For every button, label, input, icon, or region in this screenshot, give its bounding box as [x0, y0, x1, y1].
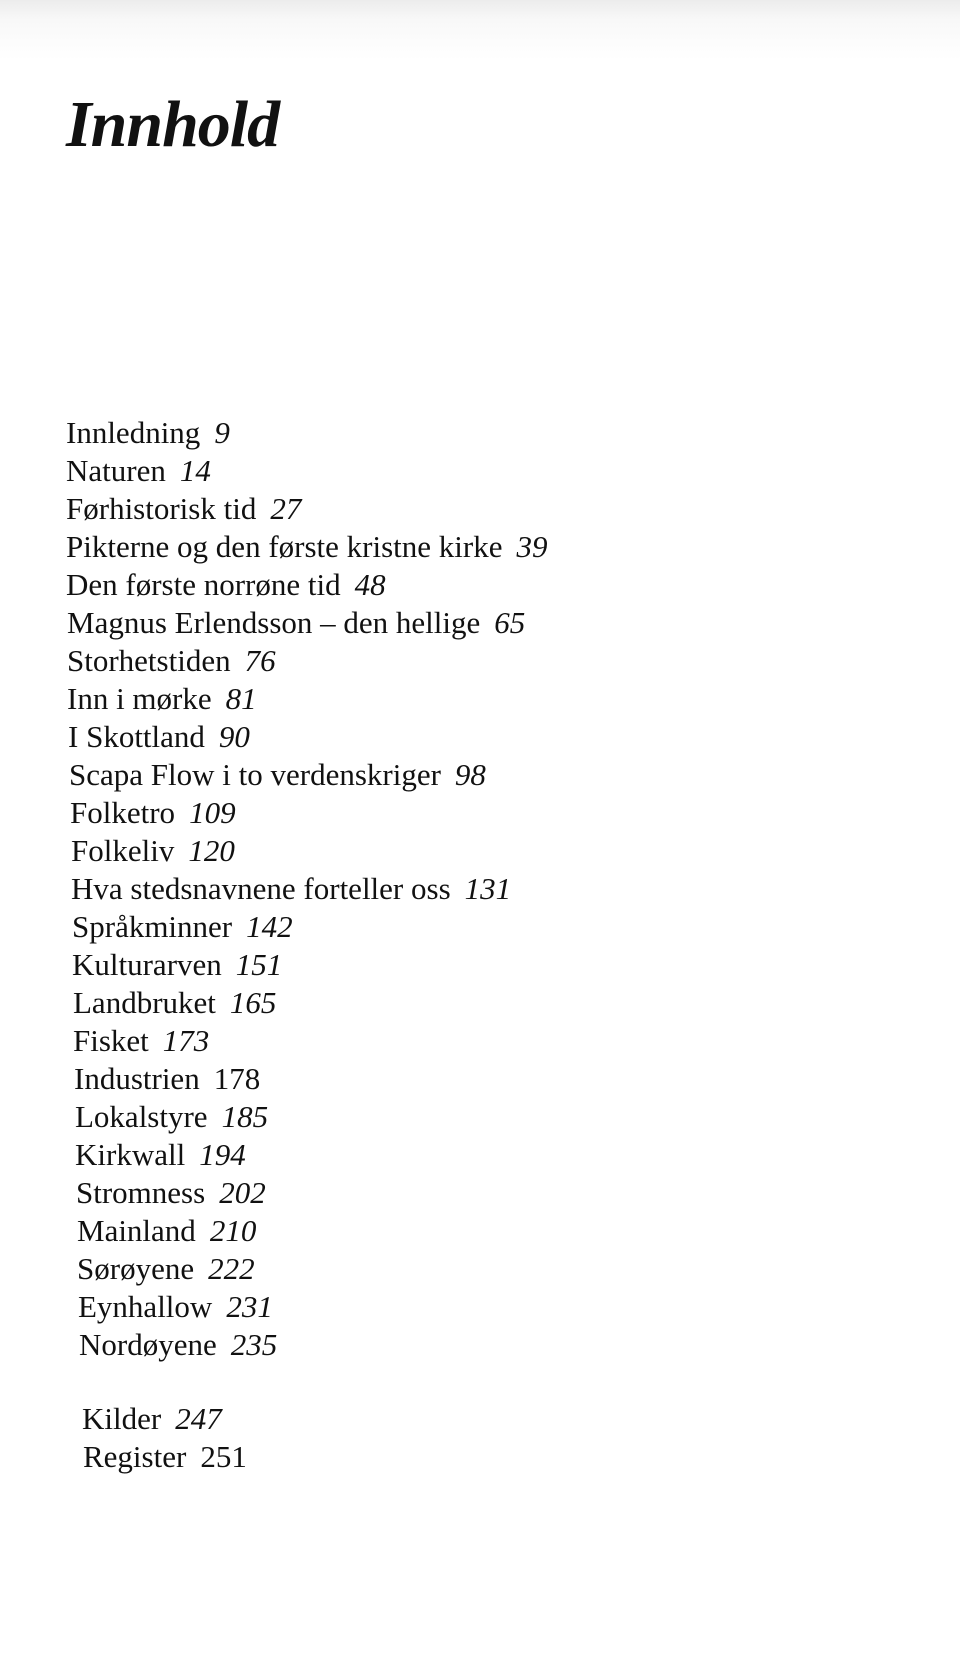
toc-entry: [78, 1287, 273, 1327]
toc-entry: [76, 1173, 266, 1213]
toc-entry-page: 194: [199, 1137, 246, 1172]
toc-entry-page: 27: [270, 491, 302, 526]
toc-entry: [66, 489, 301, 529]
toc-entry-title: Nordøyene: [79, 1327, 217, 1362]
toc-entry-title: Mainland: [77, 1213, 196, 1248]
toc-entry: [67, 641, 276, 681]
toc-entry: [75, 1135, 246, 1175]
toc-entry-page: 109: [189, 795, 236, 830]
toc-entry-page: 142: [246, 909, 293, 944]
toc-entry-title: Register: [83, 1439, 187, 1474]
toc-entry: [70, 793, 236, 833]
toc-entry-page: 81: [225, 681, 257, 716]
toc-entry: [66, 565, 386, 605]
toc-entry-page: 65: [494, 605, 526, 640]
toc-entry-title: Naturen: [66, 453, 166, 488]
toc-entry-page: 185: [221, 1099, 269, 1134]
toc-entry-page: 151: [235, 947, 283, 982]
toc-entry: [72, 907, 293, 947]
toc-entry: [67, 679, 257, 719]
toc-entry-title: Sørøyene: [77, 1251, 195, 1286]
toc-entry: [66, 413, 230, 453]
toc-entry-page: 247: [175, 1401, 222, 1436]
toc-entry: [71, 869, 511, 909]
toc-entry: [77, 1249, 255, 1289]
toc-entry-page: 120: [188, 833, 235, 868]
toc-entry-page: 9: [214, 415, 230, 450]
toc-entry: [67, 603, 525, 643]
toc-entry-title: Hva stedsnavnene forteller oss: [71, 871, 451, 906]
toc-entry: [82, 1399, 222, 1439]
toc-entry: [68, 717, 250, 757]
toc-entry-page: 231: [226, 1289, 273, 1324]
toc-entry-title: Innledning: [66, 415, 201, 450]
toc-entry: [73, 1021, 209, 1061]
toc-entry-page: 165: [229, 985, 277, 1020]
toc-entry-page: 173: [162, 1023, 210, 1058]
toc-entry-page: 98: [454, 757, 486, 792]
page-title: Innhold: [66, 88, 280, 161]
toc-entry: [73, 983, 276, 1023]
toc-entry-title: Landbruket: [73, 985, 216, 1020]
toc-entry: [74, 1059, 260, 1099]
toc-entry-page: 202: [219, 1175, 266, 1210]
toc-entry: [66, 527, 547, 567]
toc-entry-page: 39: [516, 529, 548, 564]
toc-entry-title: Scapa Flow i to verdenskriger: [69, 757, 441, 792]
toc-entry-title: Fisket: [73, 1023, 149, 1058]
toc-entry-title: Språkminner: [72, 909, 233, 944]
toc-entry-page: 222: [208, 1251, 255, 1286]
toc-entry: [83, 1437, 247, 1477]
toc-entry-title: Folkeliv: [71, 833, 175, 868]
toc-entry-title: Kulturarven: [72, 947, 222, 982]
toc-entry-title: Magnus Erlendsson – den hellige: [67, 605, 481, 640]
toc-entry-title: Kilder: [82, 1401, 162, 1436]
toc-entry-title: Lokalstyre: [75, 1099, 208, 1134]
toc-entry-page: 210: [209, 1213, 257, 1248]
toc-entry: [77, 1211, 256, 1251]
toc-entry-title: Storhetstiden: [67, 643, 231, 678]
toc-entry-page: 76: [244, 643, 276, 678]
toc-entry-page: 251: [200, 1439, 247, 1474]
toc-entry: [71, 831, 235, 871]
toc-entry-page: 178: [213, 1061, 261, 1096]
toc-entry-title: Kirkwall: [75, 1137, 186, 1172]
toc-entry-title: Folketro: [70, 795, 176, 830]
toc-entry-title: Inn i mørke: [67, 681, 212, 716]
toc-entry-title: Eynhallow: [78, 1289, 213, 1324]
toc-entry-title: Førhistorisk tid: [66, 491, 257, 526]
toc-entry-title: Industrien: [74, 1061, 200, 1096]
toc-entry-page: 48: [354, 567, 386, 602]
toc-entry-page: 90: [218, 719, 250, 754]
toc-entry-title: Den første norrøne tid: [66, 567, 341, 602]
toc-entry-page: 14: [179, 453, 211, 488]
toc-entry-title: I Skottland: [68, 719, 205, 754]
toc-entry-title: Pikterne og den første kristne kirke: [66, 529, 503, 564]
toc-entry: [72, 945, 282, 985]
toc-entry: [66, 451, 211, 491]
toc-entry: [79, 1325, 277, 1365]
toc-entry: [69, 755, 486, 795]
toc-entry-page: 131: [464, 871, 512, 906]
toc-entry-title: Stromness: [76, 1175, 206, 1210]
toc-entry: [75, 1097, 268, 1137]
toc-entry-page: 235: [230, 1327, 278, 1362]
